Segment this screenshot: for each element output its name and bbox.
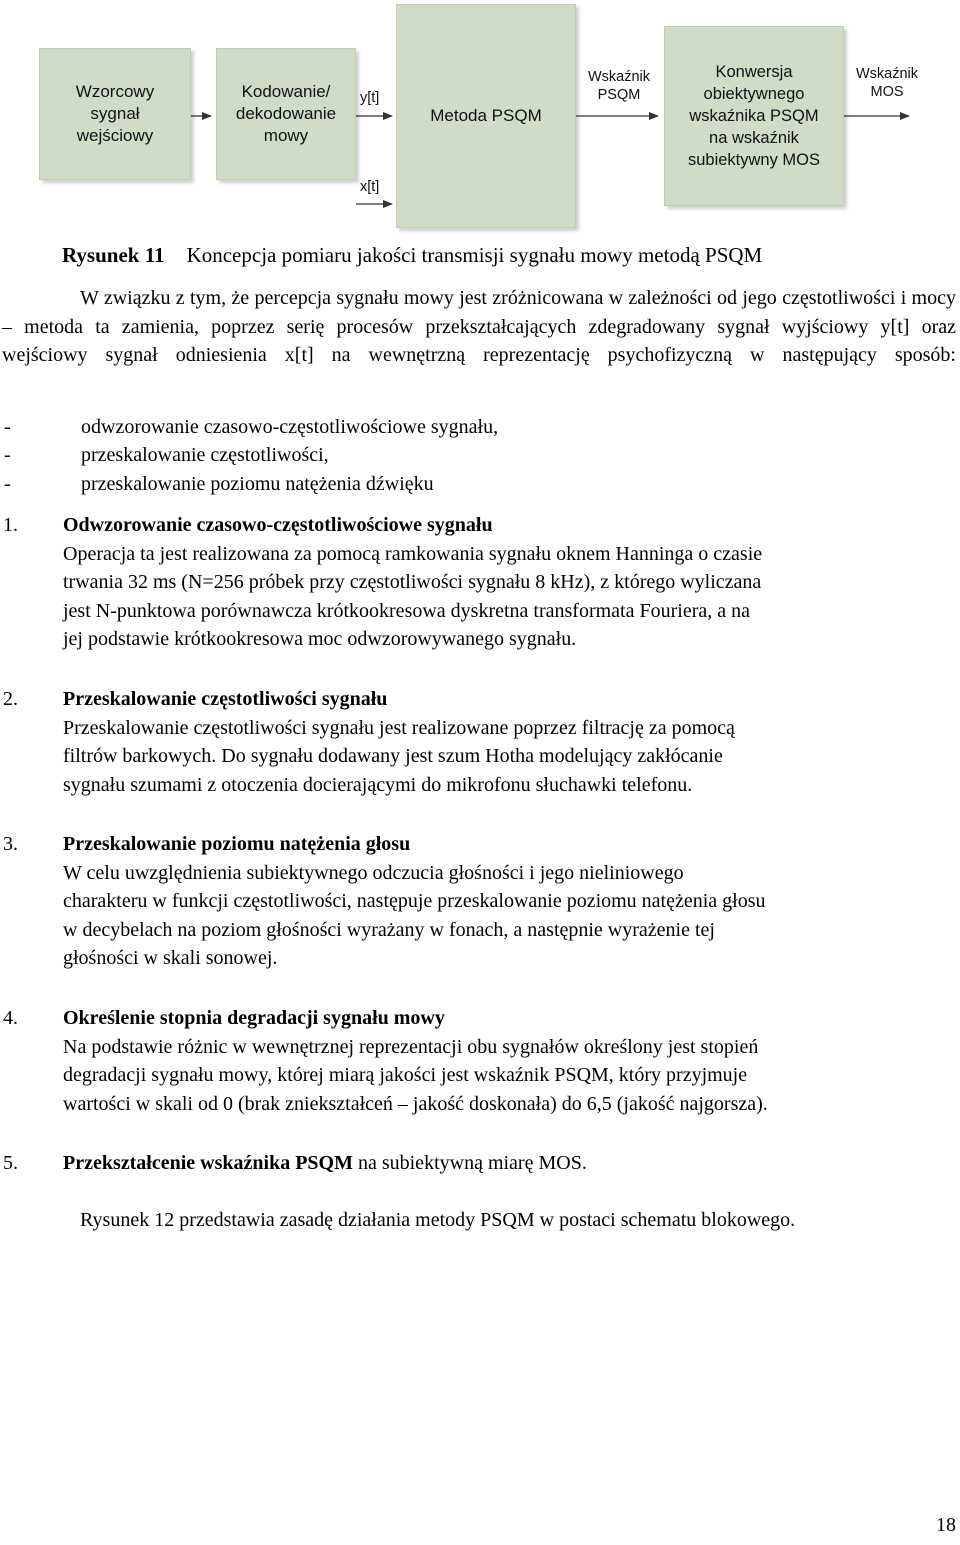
- caption-text: Koncepcja pomiaru jakości transmisji sygnału mowy metodą PSQM: [186, 243, 763, 267]
- section-number: 5.: [3, 1152, 18, 1174]
- section-title: Przekształcenie wskaźnika PSQM: [63, 1152, 353, 1174]
- box-kodowanie-dekodowanie: Kodowanie/ dekodowanie mowy: [216, 48, 356, 180]
- label-wskaznik-mos: Wskaźnik MOS: [855, 66, 919, 100]
- section-number: 1.: [3, 514, 18, 536]
- section-title: Określenie stopnia degradacji sygnału mowy: [63, 1007, 445, 1029]
- section-title-rest: na subiektywną miarę MOS.: [352, 1152, 587, 1174]
- box-konwersja: Konwersja obiektywnego wskaźnika PSQM na wskaźnik subiektywny MOS: [664, 26, 844, 206]
- section-body: Na podstawie różnic w wewnętrznej reprezentacji obu sygnałów określony jest stopień degradacji sygnału mowy, której miarą jakości jest wskaźnik PSQM, który przyjmuje wartości w skali od 0 (brak zniekształceń – jakość doskonała) do 6,5 (jakość najgorsza).: [63, 1035, 768, 1115]
- box-wzorcowy-sygnal: Wzorcowy sygnał wejściowy: [39, 48, 191, 180]
- section-body: Przeskalowanie częstotliwości sygnału jest realizowane poprzez filtrację za pomocą filtrów barkowych. Do sygnału dodawany jest szum Hotha modelujący zakłócanie sygnału szumami z otoczenia docierającymi do mikrofonu słuchawki telefonu.: [63, 716, 735, 796]
- section-number: 4.: [3, 1007, 18, 1029]
- label-xt: x[t]: [360, 179, 380, 195]
- section-number: 3.: [3, 833, 18, 855]
- section-body: W celu uwzględnienia subiektywnego odczucia głośności i jego nieliniowego charakteru w funkcji częstotliwości, następuje przeskalowanie poziomu natężenia głosu w decybelach na poziom głośności wyrażany w fonach, a następnie wyrażenie tej głośności w skali sonowej.: [63, 861, 766, 969]
- label-wskaznik-psqm: Wskaźnik PSQM: [587, 69, 651, 103]
- intro-paragraph: W związku z tym, że percepcja sygnału mowy jest zróżnicowana w zależności od jego częstotliwości i mocy – metoda ta zamienia, poprzez serię procesów przekształcających zdegradowany sygnał wyjściowy y[t] oraz wejściowy sygnał odniesienia x[t] na wewnętrzną reprezentację psychofizyczną w następujący sposób:: [2, 287, 956, 366]
- label-yt: y[t]: [360, 90, 380, 106]
- outro-paragraph: Rysunek 12 przedstawia zasadę działania metody PSQM w postaci schematu blokowego.: [80, 1209, 796, 1231]
- section-title: Przeskalowanie częstotliwości sygnału: [63, 688, 388, 710]
- section-number: 2.: [3, 688, 18, 710]
- caption-label: Rysunek 11: [62, 243, 165, 267]
- section-title: Przeskalowanie poziomu natężenia głosu: [63, 833, 411, 855]
- box-metoda-psqm: Metoda PSQM: [396, 4, 576, 228]
- section-title: Odwzorowanie czasowo-częstotliwościowe sygnału: [63, 514, 493, 536]
- figure-caption: [62, 241, 762, 269]
- page-number: 18: [936, 1514, 956, 1536]
- section-body: Operacja ta jest realizowana za pomocą ramkowania sygnału oknem Hanninga o czasie trwania 32 ms (N=256 próbek przy częstotliwości sygnału 8 kHz), z którego wyliczana jest N-punktowa porównawcza krótkookresowa dyskretna transformata Fouriera, a na jej podstawie krótkookresowa moc odwzorowywanego sygnału.: [63, 542, 763, 650]
